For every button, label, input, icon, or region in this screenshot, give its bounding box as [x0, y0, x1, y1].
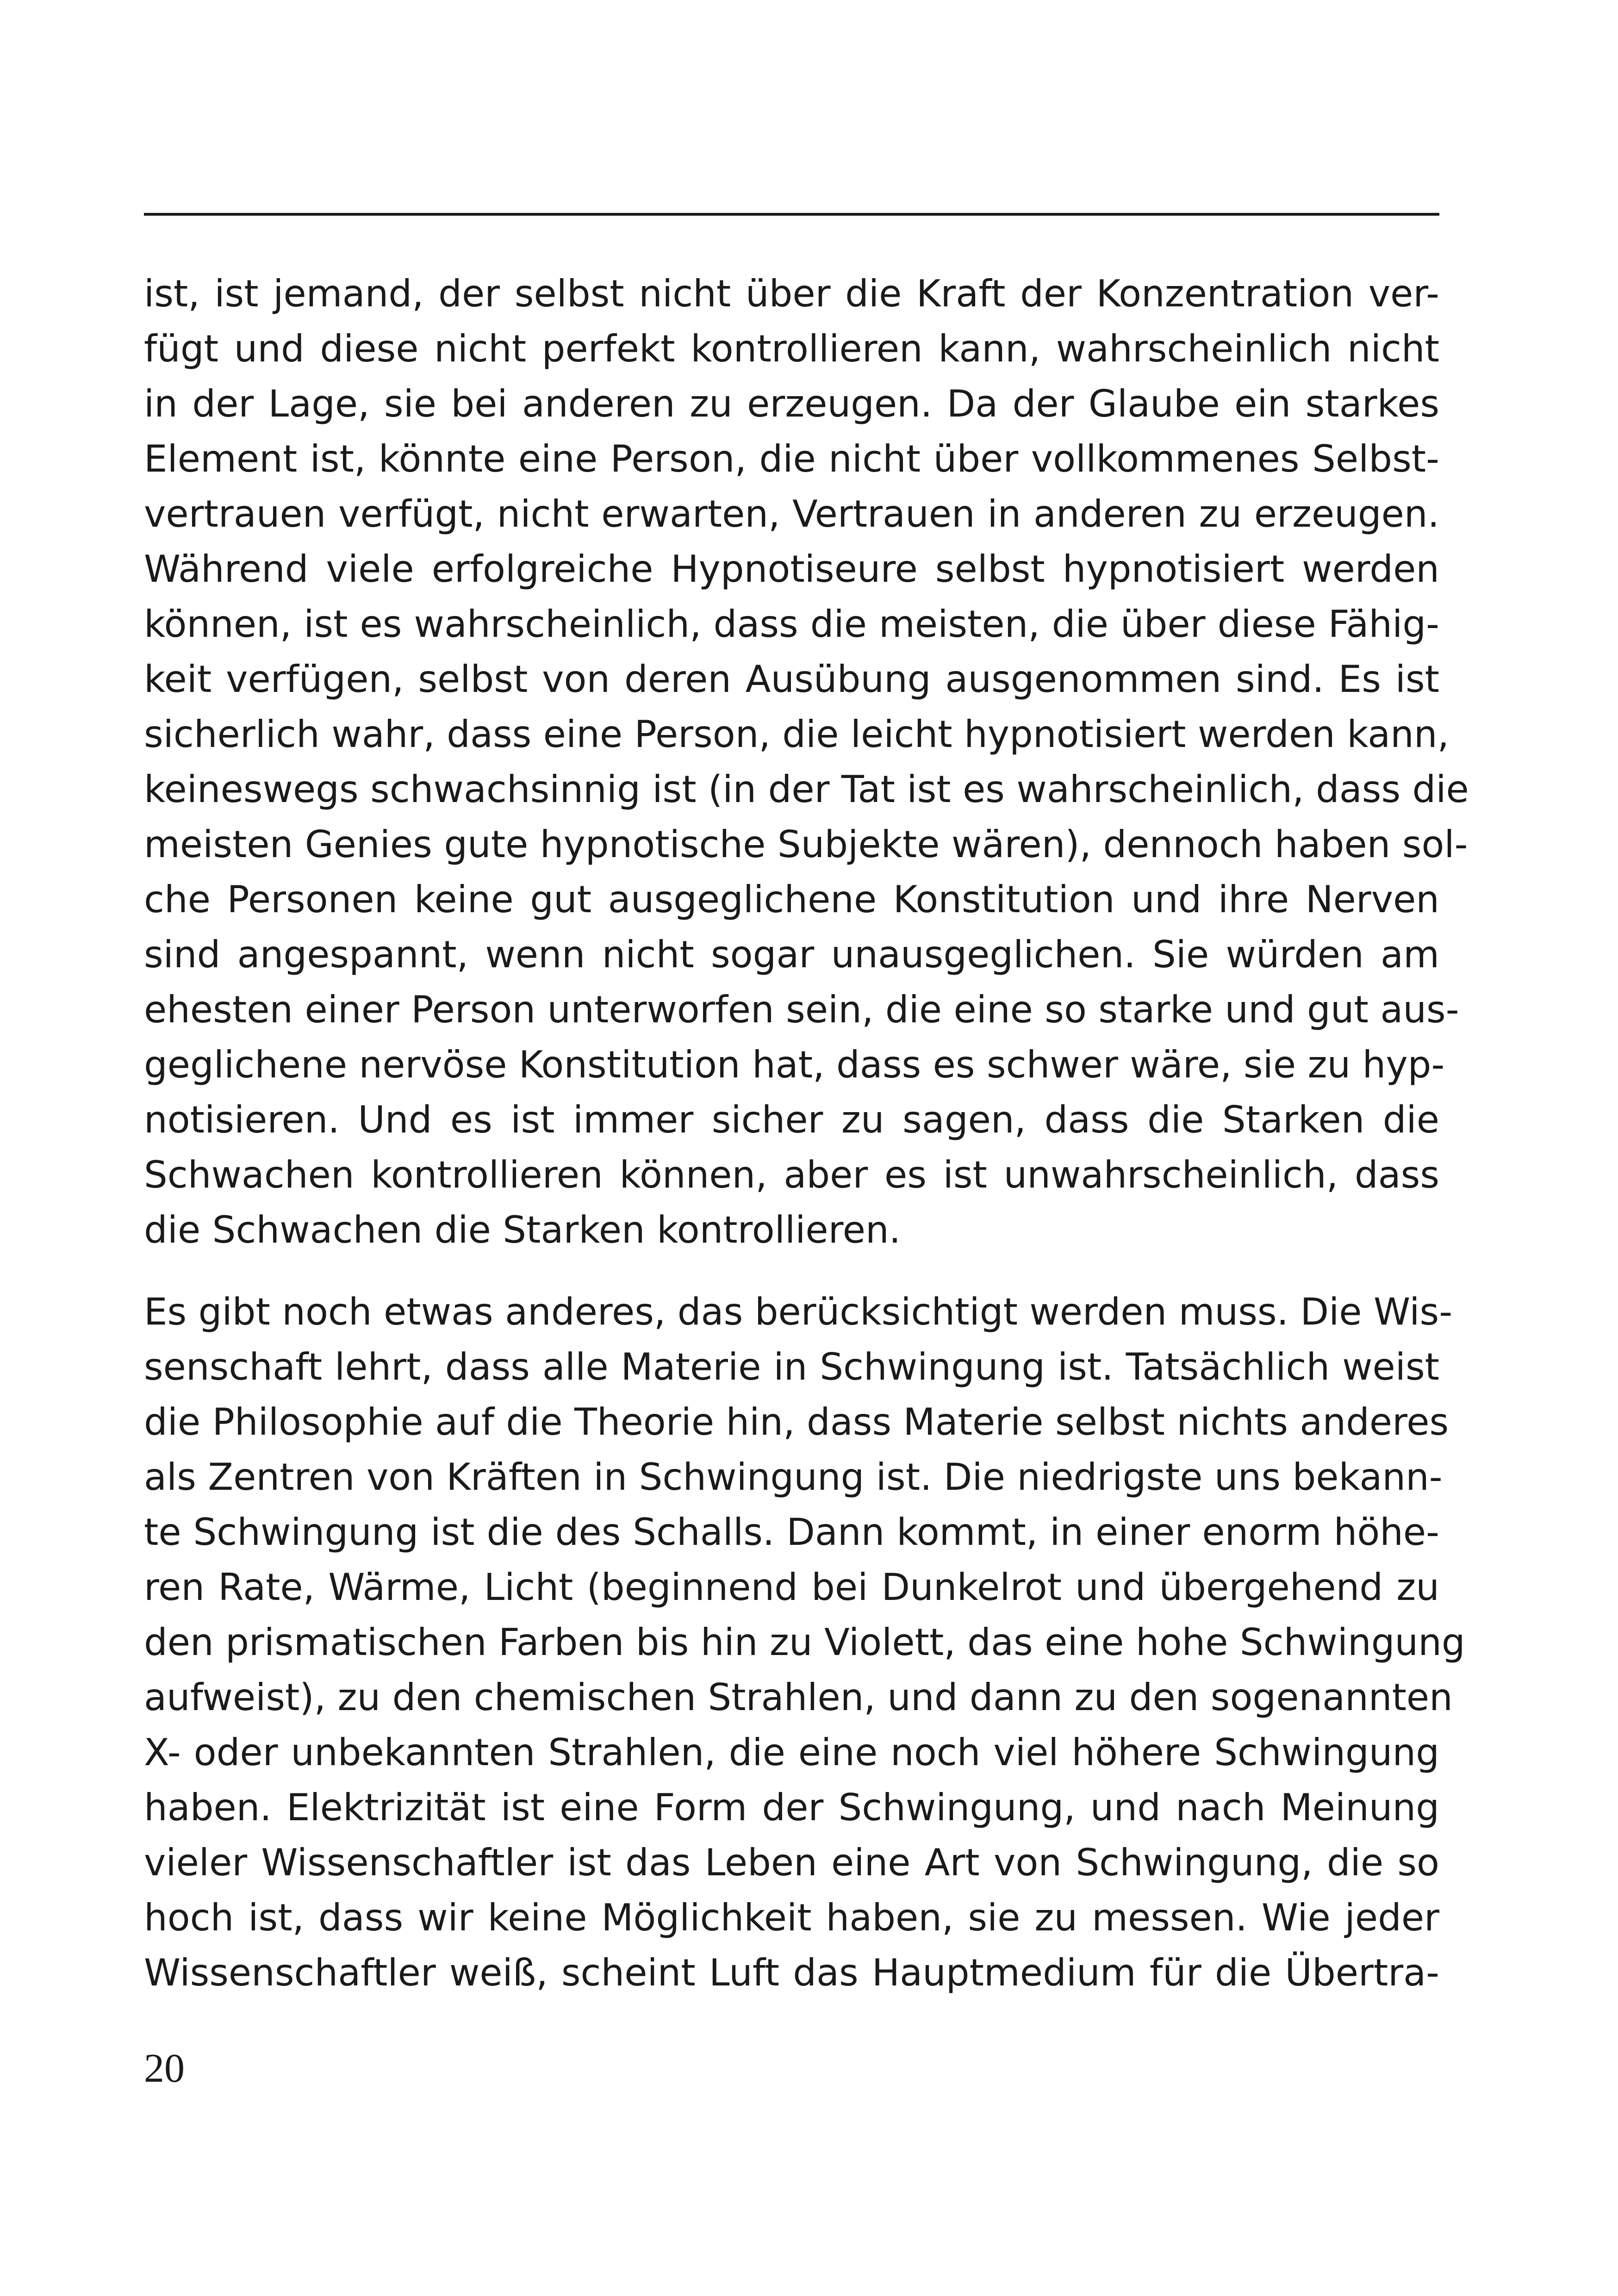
text-line: ehesten einer Person unterworfen sein, die eine so starke und gut aus- [144, 988, 1459, 1031]
header-rule [144, 213, 1439, 216]
text-line: geglichene nervöse Konstitution hat, dass es schwer wäre, sie zu hyp- [144, 1043, 1445, 1086]
text-line: vieler Wissenschaftler ist das Leben eine Art von Schwingung, die so [144, 1841, 1439, 1884]
paragraph-2 [144, 1284, 1465, 2000]
text-line: X- oder unbekannten Strahlen, die eine noch viel höhere Schwingung [144, 1731, 1439, 1774]
text-line: vertrauen verfügt, nicht erwarten, Vertrauen in anderen zu erzeugen. [144, 492, 1439, 535]
text-line: te Schwingung ist die des Schalls. Dann kommt, in einer enorm höhe- [144, 1511, 1439, 1554]
text-line: Element ist, könnte eine Person, die nicht über vollkommenes Selbst- [144, 437, 1439, 480]
text-line: können, ist es wahrscheinlich, dass die meisten, die über diese Fähig- [144, 603, 1439, 646]
text-line: Schwachen kontrollieren können, aber es ist unwahrscheinlich, dass [144, 1153, 1439, 1196]
text-line: die Philosophie auf die Theorie hin, dass Materie selbst nichts anderes [144, 1400, 1449, 1444]
text-line: die Schwachen die Starken kontrollieren. [144, 1208, 901, 1251]
text-line: sind angespannt, wenn nicht sogar unausgeglichen. Sie würden am [144, 933, 1439, 976]
text-line: fügt und diese nicht perfekt kontrollieren kann, wahrscheinlich nicht [144, 327, 1439, 370]
text-line: ist, ist jemand, der selbst nicht über die Kraft der Konzentration ver- [144, 272, 1439, 315]
text-line: aufweist), zu den chemischen Strahlen, und dann zu den sogenannten [144, 1676, 1453, 1719]
text-line: senschaft lehrt, dass alle Materie in Schwingung ist. Tatsächlich weist [144, 1345, 1439, 1388]
text-line: Wissenschaftler weiß, scheint Luft das Hauptmedium für die Übertra- [144, 1951, 1439, 1994]
text-line: den prismatischen Farben bis hin zu Violett, das eine hohe Schwingung [144, 1621, 1465, 1664]
text-line: Es gibt noch etwas anderes, das berücksichtigt werden muss. Die Wis- [144, 1290, 1453, 1333]
text-line: che Personen keine gut ausgeglichene Konstitution und ihre Nerven [144, 878, 1439, 921]
text-line: keit verfügen, selbst von deren Ausübung ausgenommen sind. Es ist [144, 658, 1439, 701]
paragraph-1 [144, 266, 1469, 1257]
text-line: in der Lage, sie bei anderen zu erzeugen. Da der Glaube ein starkes [144, 382, 1439, 425]
text-line: hoch ist, dass wir keine Möglichkeit haben, sie zu messen. Wie jeder [144, 1896, 1439, 1939]
text-line: als Zentren von Kräften in Schwingung ist. Die niedrigste uns bekann- [144, 1456, 1443, 1499]
page-number: 20 [144, 2046, 185, 2091]
text-line: Während viele erfolgreiche Hypnotiseure selbst hypnotisiert werden [144, 548, 1439, 591]
body-text [144, 266, 1469, 2027]
text-line: haben. Elektrizität ist eine Form der Schwingung, und nach Meinung [144, 1786, 1439, 1829]
text-line: keineswegs schwachsinnig ist (in der Tat ist es wahrscheinlich, dass die [144, 768, 1469, 811]
text-line: sicherlich wahr, dass eine Person, die leicht hypnotisiert werden kann, [144, 713, 1449, 756]
text-line: meisten Genies gute hypnotische Subjekte wären), dennoch haben sol- [144, 823, 1468, 866]
text-line: notisieren. Und es ist immer sicher zu sagen, dass die Starken die [144, 1098, 1439, 1141]
text-line: ren Rate, Wärme, Licht (beginnend bei Dunkelrot und übergehend zu [144, 1566, 1439, 1609]
